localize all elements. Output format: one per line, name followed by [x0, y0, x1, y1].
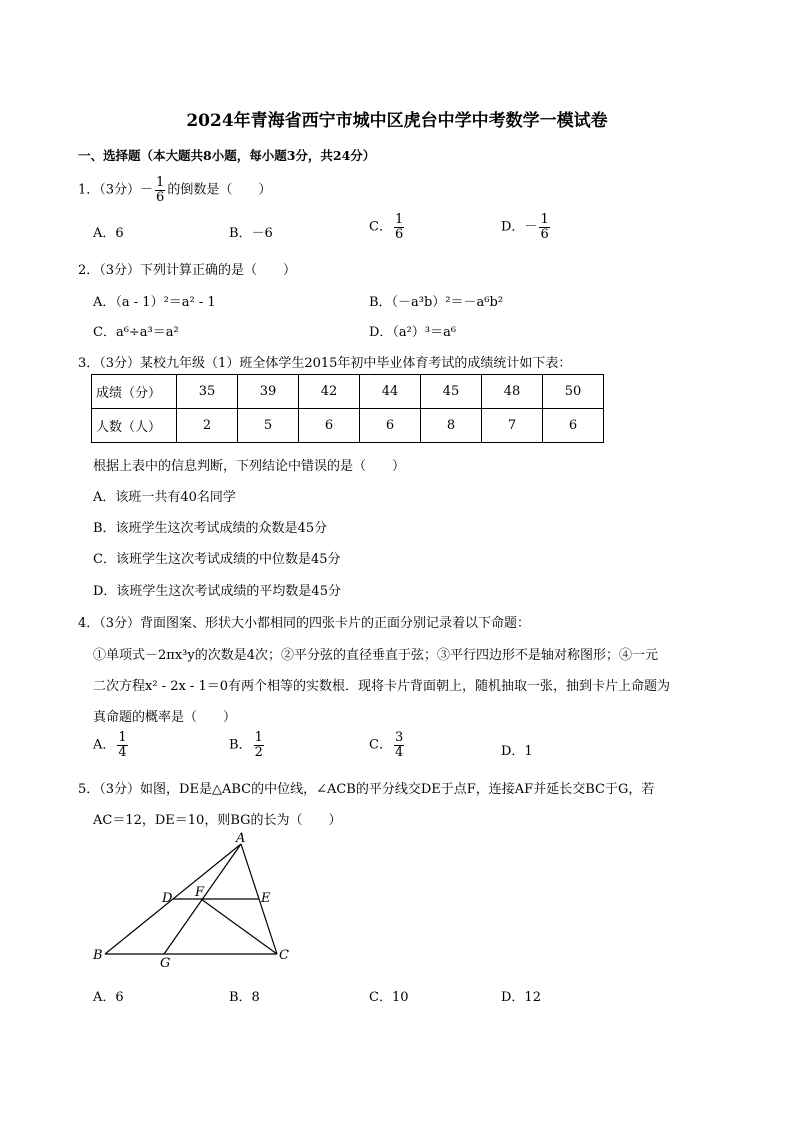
q1-option-b: B．－6 — [229, 226, 273, 241]
table-cell: 48 — [482, 375, 543, 409]
section-heading: 一、选择题（本大题共8小题，每小题3分，共24分） — [78, 148, 376, 163]
vertex-label-c: C — [279, 948, 289, 963]
vertex-label-b: B — [93, 948, 103, 963]
q1-option-d — [501, 213, 552, 241]
q1-c-numerator: 1 — [394, 212, 404, 227]
question-1-stem — [78, 176, 271, 204]
q4-option-b — [229, 731, 266, 759]
table-cell: 44 — [360, 375, 421, 409]
q2-option-c: C．a⁶÷a³＝a² — [93, 325, 179, 340]
triangle-figure — [88, 832, 298, 972]
q4-b-numerator: 1 — [254, 730, 263, 745]
q5-option-c: C．10 — [369, 990, 409, 1005]
q3-option-a: A．该班一共有40名同学 — [93, 490, 236, 505]
q3-question: 根据上表中的信息判断，下列结论中错误的是（ ） — [93, 459, 406, 474]
table-cell: 35 — [177, 375, 238, 409]
table-cell: 2 — [177, 409, 238, 443]
q2-option-b: B．（－a³b）²＝－a⁶b² — [369, 295, 504, 310]
question-5-line-1: 5．（3分）如图，DE是△ABC的中位线，∠ACB的平分线交DE于点F，连接AF并延长交BC于G，若 — [78, 782, 655, 797]
q2-option-a: A．（a - 1）²＝a² - 1 — [93, 295, 216, 310]
question-5-line-2: AC＝12，DE＝10，则BG的长为（ ） — [93, 813, 342, 828]
point-label-f: F — [195, 885, 205, 900]
q3-option-c: C．该班学生这次考试成绩的中位数是45分 — [93, 552, 341, 567]
q1-frac-numerator: 1 — [156, 175, 165, 190]
table-cell: 6 — [299, 409, 360, 443]
q1-d-numerator: 1 — [540, 212, 549, 227]
question-2-stem: 2．（3分）下列计算正确的是（ ） — [78, 263, 297, 278]
q4-c-denominator: 4 — [394, 744, 404, 760]
q1-c-denominator: 6 — [394, 226, 404, 242]
table-cell: 6 — [360, 409, 421, 443]
q1-option-c-prefix: C． — [369, 219, 392, 235]
q4-c-numerator: 3 — [394, 730, 404, 745]
table-header-score: 成绩（分） — [92, 375, 177, 409]
vertex-label-a: A — [236, 832, 246, 846]
table-header-count: 人数（人） — [92, 409, 177, 443]
table-cell: 50 — [543, 375, 604, 409]
q4-option-b-prefix: B． — [229, 737, 252, 753]
q4-option-b-fraction — [254, 731, 264, 759]
q1-stem-prefix: 1．（3分）－ — [78, 182, 154, 198]
q1-option-a: A．6 — [93, 226, 124, 241]
question-3-stem: 3．（3分）某校九年级（1）班全体学生2015年初中毕业体育考试的成绩统计如下表： — [78, 356, 572, 371]
table-cell: 39 — [238, 375, 299, 409]
q5-option-b: B．8 — [229, 990, 260, 1005]
point-label-d: D — [162, 891, 173, 906]
q3-option-d: D．该班学生这次考试成绩的平均数是45分 — [93, 584, 341, 599]
q1-option-c-fraction — [394, 213, 404, 241]
q4-line-3: 真命题的概率是（ ） — [93, 710, 237, 725]
q4-line-1: ①单项式－2πx³y的次数是4次；②平分弦的直径垂直于弦；③平行四边形不是轴对称图形；④一元 — [93, 648, 658, 663]
q5-option-a: A．6 — [93, 990, 124, 1005]
table-cell: 5 — [238, 409, 299, 443]
q1-d-denominator: 6 — [540, 226, 549, 242]
q4-b-denominator: 2 — [254, 744, 263, 760]
q4-option-a-prefix: A． — [93, 737, 116, 753]
page-title: 2024年青海省西宁市城中区虎台中学中考数学一模试卷 — [186, 111, 608, 131]
point-label-e: E — [261, 891, 271, 906]
q4-option-a — [93, 731, 130, 759]
table-row — [92, 375, 604, 409]
q5-option-d: D．12 — [501, 990, 541, 1005]
table-cell: 8 — [421, 409, 482, 443]
question-4-stem: 4．（3分）背面图案、形状大小都相同的四张卡片的正面分别记录着以下命题： — [78, 616, 531, 631]
table-cell: 45 — [421, 375, 482, 409]
q4-line-2: 二次方程x² - 2x - 1＝0有两个相等的实数根．现将卡片背面朝上，随机抽取一张，抽到卡片上命题为 — [93, 679, 671, 694]
q1-stem-suffix: 的倒数是（ ） — [167, 182, 272, 198]
q1-option-c — [369, 213, 406, 241]
q1-frac-denominator: 6 — [156, 189, 165, 205]
q4-option-d: D．1 — [501, 744, 533, 759]
q4-a-numerator: 1 — [118, 730, 127, 745]
q4-a-denominator: 4 — [118, 744, 127, 760]
score-table — [91, 374, 604, 443]
q1-option-d-prefix: D．－ — [501, 219, 538, 235]
segment-fc — [201, 899, 277, 954]
q1-option-d-fraction — [539, 213, 549, 241]
q4-option-a-fraction — [117, 731, 127, 759]
table-cell: 6 — [543, 409, 604, 443]
q1-fraction — [155, 176, 165, 204]
q2-option-d: D．（a²）³＝a⁶ — [369, 325, 457, 340]
q4-option-c-fraction — [394, 731, 404, 759]
q4-option-c — [369, 731, 406, 759]
q4-option-c-prefix: C． — [369, 737, 392, 753]
table-cell: 7 — [482, 409, 543, 443]
q3-option-b: B．该班学生这次考试成绩的众数是45分 — [93, 521, 328, 536]
point-label-g: G — [160, 956, 171, 971]
table-row — [92, 409, 604, 443]
table-cell: 42 — [299, 375, 360, 409]
